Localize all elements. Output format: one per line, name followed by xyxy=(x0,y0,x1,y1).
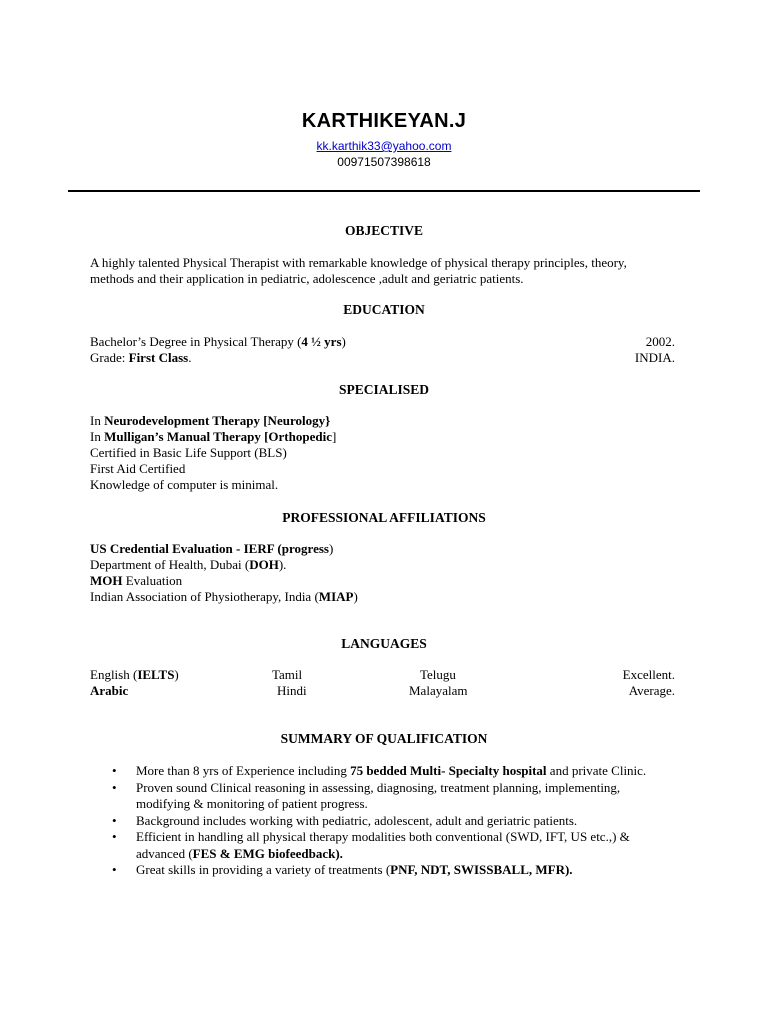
language-cell: Telugu xyxy=(420,667,456,682)
specialised-item xyxy=(90,413,680,429)
summary-text xyxy=(136,846,690,863)
summary-highlight: PNF, NDT, SWISSBALL, MFR). xyxy=(390,862,573,877)
degree-duration: 4 ½ yrs xyxy=(301,334,342,349)
affiliation-suffix: ) xyxy=(353,589,358,604)
language-cell: Arabic xyxy=(90,683,129,698)
summary-heading: SUMMARY OF QUALIFICATION xyxy=(280,731,488,746)
language-test: IELTS xyxy=(137,667,175,682)
degree-label: Bachelor’s Degree in Physical Therapy ( xyxy=(90,334,302,349)
email-link[interactable]: kk.karthik33@yahoo.com xyxy=(316,139,452,153)
bullet-icon: • xyxy=(112,779,117,795)
languages-row xyxy=(90,667,675,683)
affiliation-suffix: ). xyxy=(278,557,287,572)
affiliation-item xyxy=(90,589,680,605)
affiliation-abbrev: MOH xyxy=(90,573,123,588)
summary-item xyxy=(90,862,690,879)
specialised-item: Certified in Basic Life Support (BLS) xyxy=(90,445,287,460)
affiliation-suffix: Evaluation xyxy=(122,573,183,588)
languages-heading: LANGUAGES xyxy=(341,636,427,651)
language-cell: Hindi xyxy=(277,683,307,698)
summary-text: Proven sound Clinical reasoning in assessing, diagnosing, treatment planning, implementing, xyxy=(136,779,621,795)
summary-text: modifying & monitoring of patient progress. xyxy=(136,796,368,811)
summary-text: More than 8 yrs of Experience including xyxy=(136,763,351,778)
affiliation-prefix: Indian Association of Physiotherapy, India ( xyxy=(90,589,319,604)
affiliation-title: US Credential Evaluation - IERF (progress xyxy=(90,541,329,556)
specialised-title: Mulligan’s Manual Therapy [Orthopedic xyxy=(104,429,332,444)
candidate-name: KARTHIKEYAN.J xyxy=(301,110,467,132)
header-divider xyxy=(68,190,700,192)
affiliation-prefix: Department of Health, Dubai ( xyxy=(90,557,250,572)
objective-text xyxy=(90,255,680,287)
summary-highlight: 75 bedded Multi- Specialty hospital xyxy=(350,763,547,778)
bullet-icon: • xyxy=(112,812,117,828)
summary-list xyxy=(90,763,690,879)
proficiency-level: Excellent. xyxy=(622,667,675,682)
grade-label: Grade: xyxy=(90,350,129,365)
bullet-icon: • xyxy=(112,829,117,844)
language-name: English ( xyxy=(90,667,138,682)
affiliations-list xyxy=(90,541,680,605)
bullet-icon: • xyxy=(112,763,117,778)
specialised-prefix: In xyxy=(90,429,105,444)
language-suffix: ) xyxy=(174,667,179,682)
summary-highlight: FES & EMG biofeedback). xyxy=(192,845,343,861)
summary-item xyxy=(90,763,690,780)
specialised-list xyxy=(90,413,680,493)
specialised-item: First Aid Certified xyxy=(90,461,186,476)
summary-text: Great skills in providing a variety of treatments ( xyxy=(136,862,391,877)
summary-text: and private Clinic. xyxy=(546,763,647,778)
education-country: INDIA. xyxy=(634,350,675,365)
summary-item xyxy=(90,829,690,862)
degree-close: ) xyxy=(341,334,346,349)
language-cell xyxy=(90,667,179,683)
education-grade-row xyxy=(90,350,675,366)
phone-number: 00971507398618 xyxy=(337,155,431,169)
affiliation-abbrev: DOH xyxy=(249,557,279,572)
specialised-heading: SPECIALISED xyxy=(338,382,430,397)
education-heading: EDUCATION xyxy=(343,302,425,317)
bullet-icon: • xyxy=(112,862,117,877)
grade-period: . xyxy=(188,350,192,365)
language-cell: Tamil xyxy=(272,667,303,682)
affiliation-abbrev: MIAP xyxy=(318,589,354,604)
summary-text: advanced ( xyxy=(136,845,193,861)
summary-item xyxy=(90,813,690,830)
language-cell: Malayalam xyxy=(409,683,468,698)
affiliation-item xyxy=(90,573,680,589)
summary-text: Background includes working with pediatric, adolescent, adult and geriatric patients. xyxy=(136,812,578,828)
specialised-suffix: ] xyxy=(331,429,337,444)
specialised-item xyxy=(90,429,680,445)
education-degree-row xyxy=(90,334,675,350)
affiliation-item xyxy=(90,541,680,557)
objective-line: A highly talented Physical Therapist with remarkable knowledge of physical therapy principles, theory, xyxy=(90,255,627,270)
specialised-prefix: In xyxy=(90,413,105,428)
languages-row xyxy=(90,683,675,699)
affiliation-suffix: ) xyxy=(328,541,334,556)
summary-item xyxy=(90,780,690,813)
affiliation-item xyxy=(90,557,680,573)
objective-line: methods and their application in pediatric, adolescence ,adult and geriatric patients. xyxy=(90,271,524,286)
objective-heading: OBJECTIVE xyxy=(344,223,424,238)
affiliations-heading: PROFESSIONAL AFFILIATIONS xyxy=(282,510,486,525)
summary-text: Efficient in handling all physical therapy modalities both conventional (SWD, IFT, US etc.,) & xyxy=(136,829,630,844)
proficiency-level: Average. xyxy=(628,683,675,698)
grade-value: First Class xyxy=(128,350,189,365)
specialised-item: Knowledge of computer is minimal. xyxy=(90,477,279,492)
grade-text xyxy=(90,350,191,366)
specialised-title: Neurodevelopment Therapy [Neurology} xyxy=(104,413,331,428)
degree-text xyxy=(90,334,346,350)
graduation-year: 2002. xyxy=(645,334,675,349)
